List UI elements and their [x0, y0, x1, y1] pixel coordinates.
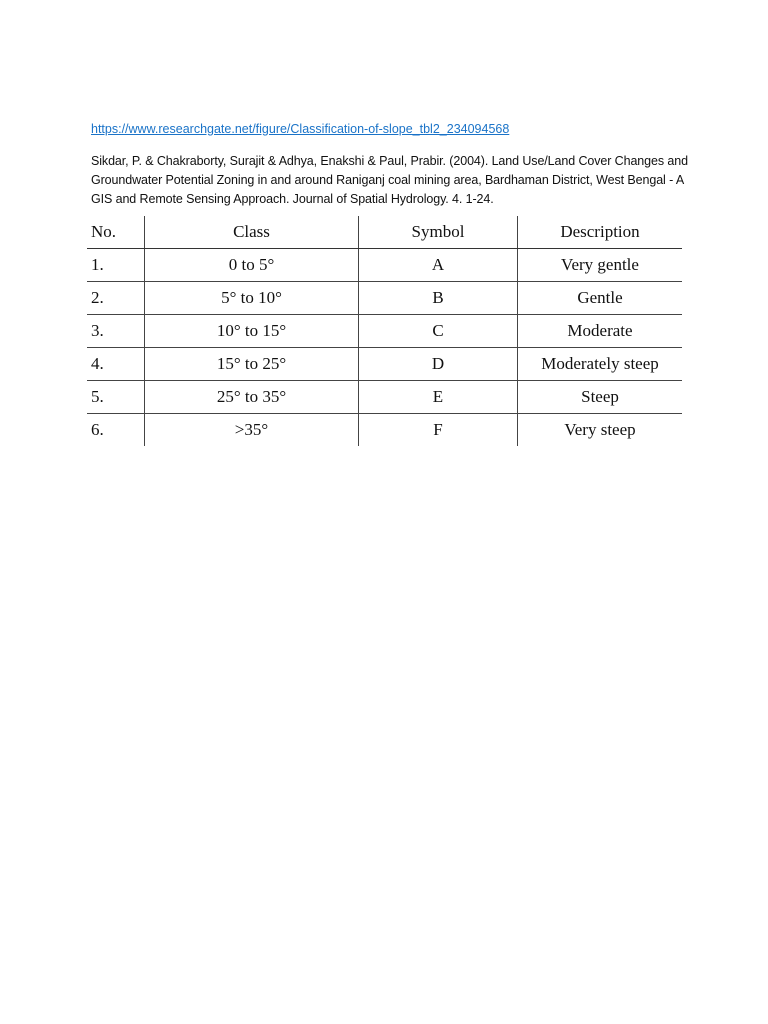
- cell-description: Steep: [518, 381, 683, 414]
- cell-class: 0 to 5°: [145, 249, 359, 282]
- cell-description: Moderately steep: [518, 348, 683, 381]
- table-row: [87, 315, 682, 348]
- cell-symbol: C: [359, 315, 518, 348]
- cell-no: 3.: [91, 321, 104, 340]
- cell-no: 5.: [91, 387, 104, 406]
- cell-description: Gentle: [518, 282, 683, 315]
- cell-class: 5° to 10°: [145, 282, 359, 315]
- slope-classification-table: [87, 216, 682, 446]
- table-row: [87, 381, 682, 414]
- header-class: Class: [145, 216, 359, 249]
- cell-class: >35°: [145, 414, 359, 447]
- cell-class: 10° to 15°: [145, 315, 359, 348]
- cell-symbol: A: [359, 249, 518, 282]
- cell-no: 1.: [91, 255, 104, 274]
- cell-description: Moderate: [518, 315, 683, 348]
- table-row: [87, 249, 682, 282]
- table-header-row: [87, 216, 682, 249]
- cell-no: 2.: [91, 288, 104, 307]
- cell-symbol: B: [359, 282, 518, 315]
- cell-no: 4.: [91, 354, 104, 373]
- header-symbol: Symbol: [359, 216, 518, 249]
- cell-symbol: E: [359, 381, 518, 414]
- cell-symbol: F: [359, 414, 518, 447]
- cell-no: 6.: [91, 420, 104, 439]
- table-row: [87, 282, 682, 315]
- header-no: No.: [87, 216, 145, 249]
- table-row: [87, 414, 682, 447]
- cell-symbol: D: [359, 348, 518, 381]
- cell-class: 15° to 25°: [145, 348, 359, 381]
- source-link[interactable]: https://www.researchgate.net/figure/Classification-of-slope_tbl2_234094568: [91, 122, 510, 136]
- cell-class: 25° to 35°: [145, 381, 359, 414]
- cell-description: Very steep: [518, 414, 683, 447]
- citation-text: Sikdar, P. & Chakraborty, Surajit & Adhya, Enakshi & Paul, Prabir. (2004). Land Use/Land Cover Changes and Groundwater Potential Zoning in and around Raniganj coal mining area, Bardhaman District, West Bengal - A GIS and Remote Sensing Approach. Journal of Spatial Hydrology. 4. 1-24.: [91, 154, 688, 206]
- table-row: [87, 348, 682, 381]
- header-description: Description: [518, 216, 683, 249]
- cell-description: Very gentle: [518, 249, 683, 282]
